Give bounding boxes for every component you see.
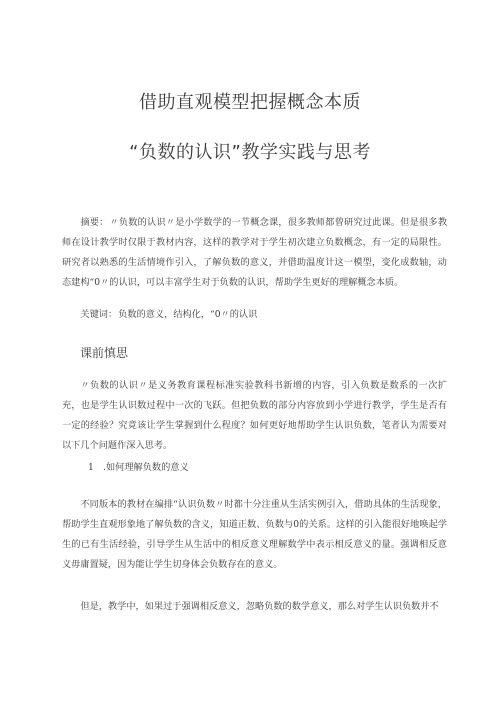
abstract-text: 〃负数的认识〃是小学数学的一节概念课，很多教师都曾研究过此课。但是很多教师在设计教学时仅限于教材内容，这样的教学对于学生初次建立负数概念，有一定的局限性。研究者以熟悉的生活情境作引入，了解负数的意义，并借助温度计这一模型，变化成数轴，动态建构“0〃的认识，可以丰富学生对于负数的认识，帮助学生更好的理解概念本质。 — [62, 217, 448, 288]
keywords — [62, 305, 447, 325]
subheading: 1 .如何理解负数的意义 — [88, 462, 189, 473]
abstract — [62, 213, 447, 293]
paragraph-3: 但是，教学中，如果过于强调相反意义，忽略负数的数学意义，那么对学生认识负数并不 — [80, 601, 439, 612]
document-title-line-2: “负数的认识”教学实践与思考 — [129, 142, 371, 163]
keywords-label: 关键词： — [80, 309, 118, 320]
abstract-label: 摘要： — [80, 217, 109, 228]
keywords-text: 负数的意义，结构化，“0〃的认识 — [118, 309, 258, 320]
paragraph-2: 不同版本的教材在编排“认识负数〃时都十分注重从生活实例引入，借助具体的生活现象，帮助学生直观形象地了解负数的含义，知道正数、负数与0的关系。这样的引入能很好地唤起学生的已有生活经验，引导学生从生活中的相反意义理解数学中表示相反意义的量。强调相反意义毋庸置疑，因为能让学生切身体会负数存在的意义。 — [62, 499, 447, 570]
document-title-line-1: 借助直观模型把握概念本质 — [139, 92, 361, 113]
paragraph-1: 〃负数的认识〃是义务教育课程标准实验教科书新增的内容，引入负数是数系的一次扩充，也是学生认识数过程中一次的飞跃。但把负数的部分内容放到小学进行教学，学生是否有一定的经验？究竟该让学生掌握到什么程度？如何更好地帮助学生认识负数，笔者认为需要对以下几个问题作深入思考。 — [62, 380, 447, 451]
section-heading: 课前慎思 — [80, 346, 129, 360]
